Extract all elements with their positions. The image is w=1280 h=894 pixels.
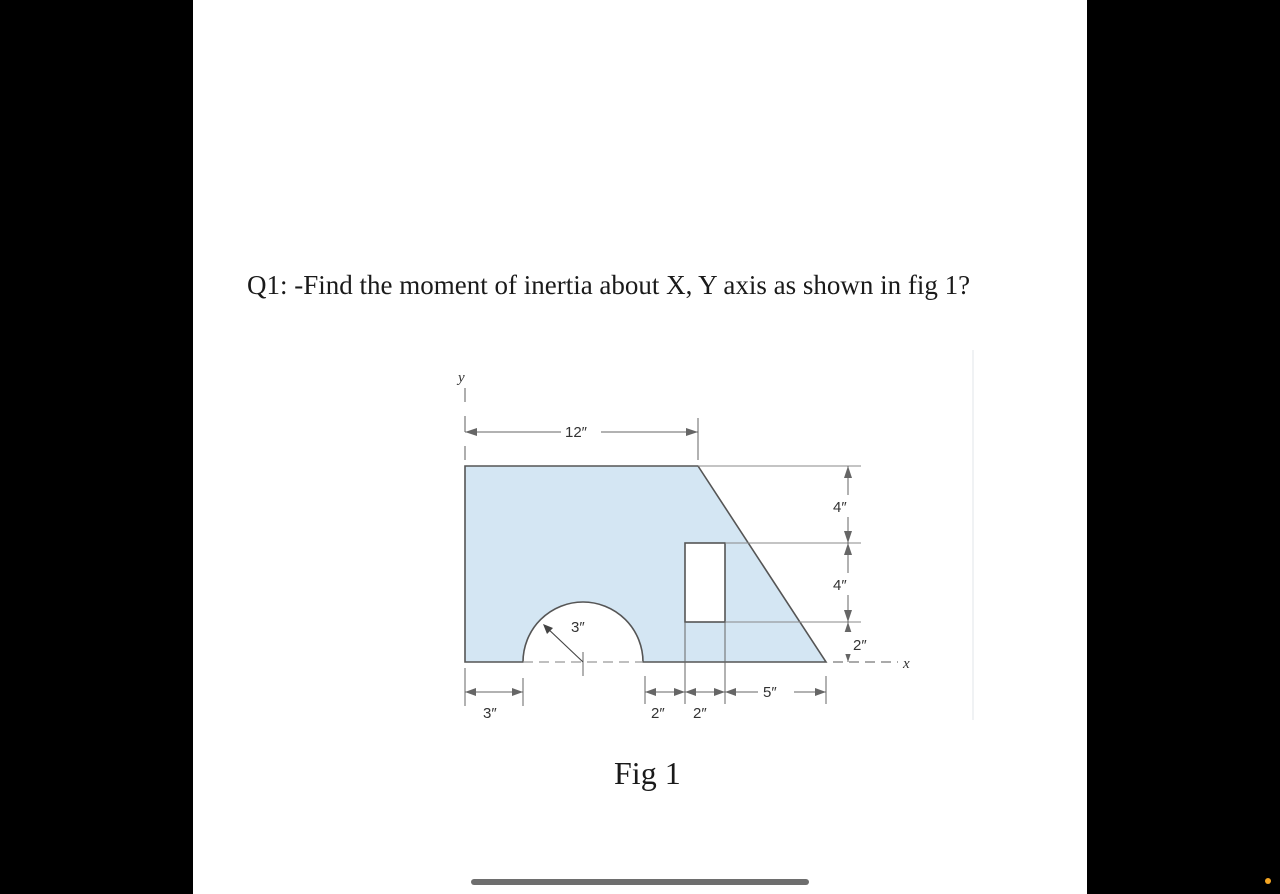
rect-width-label: 2″ <box>693 705 707 722</box>
rect-offset-label: 2″ <box>651 705 665 722</box>
top-width-label: 12″ <box>565 424 587 441</box>
height-lower-label: 2″ <box>853 637 867 654</box>
left-offset-label: 3″ <box>483 705 497 722</box>
radius-label: 3″ <box>571 619 585 636</box>
height-middle-label: 4″ <box>833 577 847 594</box>
rectangular-hole <box>685 543 725 622</box>
x-axis-label: x <box>903 656 910 672</box>
shaded-shape <box>465 466 826 662</box>
figure-caption: Fig 1 <box>614 755 681 791</box>
question-text: Q1: -Find the moment of inertia about X, Y axis as shown in fig 1? <box>247 270 971 300</box>
height-upper-label: 4″ <box>833 499 847 516</box>
slant-run-label: 5″ <box>763 684 777 701</box>
document-page <box>193 0 1087 894</box>
y-axis-label: y <box>458 370 465 386</box>
home-indicator[interactable] <box>471 879 809 885</box>
privacy-indicator-dot <box>1265 878 1271 884</box>
